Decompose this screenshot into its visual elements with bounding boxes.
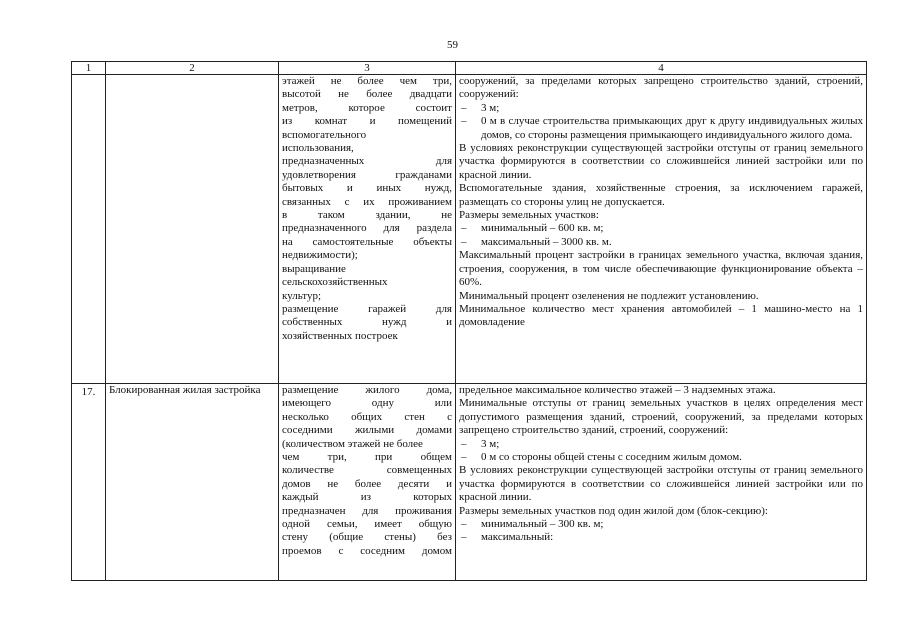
text-line: недвижимости); bbox=[282, 249, 358, 262]
land-use-name bbox=[106, 75, 279, 384]
list-item bbox=[459, 102, 863, 115]
list-item-text: 3 м; bbox=[481, 437, 500, 450]
text-line: использования, bbox=[282, 142, 354, 155]
dash-mark: – bbox=[461, 531, 467, 544]
text-line: соседними жилыми домами bbox=[282, 424, 452, 437]
text-line: проемов с соседним домом bbox=[282, 544, 452, 557]
text-line: удовлетворения гражданами bbox=[282, 168, 452, 181]
text-line: одной семьи, имеет общую bbox=[282, 518, 452, 531]
text-line: культур; bbox=[282, 289, 322, 302]
text-line: домов не более десяти и bbox=[282, 477, 452, 490]
dash-mark: – bbox=[461, 115, 467, 128]
dash-mark: – bbox=[461, 222, 467, 235]
parameters-description bbox=[456, 384, 867, 581]
table-header-row bbox=[72, 62, 867, 75]
list-item-text: максимальный: bbox=[481, 531, 554, 544]
text-line: имеющего одну или bbox=[282, 397, 452, 410]
text-line: высотой не более двадцати bbox=[282, 88, 452, 101]
text-line: этажей не более чем три, bbox=[282, 75, 452, 87]
paragraph: Минимальное количество мест хранения автомобилей – 1 машино-место на 1 домовладение bbox=[459, 302, 863, 329]
text-line: каждый из которых bbox=[282, 491, 452, 504]
text-line: в таком здании, не bbox=[282, 209, 452, 222]
text-line: чем три, при общем bbox=[282, 451, 452, 464]
permitted-use-description bbox=[279, 384, 456, 581]
header-col-1: 1 bbox=[72, 62, 106, 75]
text-line: собственных нужд и bbox=[282, 316, 452, 329]
header-col-3: 3 bbox=[279, 62, 456, 75]
text-line: размещение жилого дома, bbox=[282, 384, 452, 396]
parameters-description bbox=[456, 75, 867, 384]
regulations-table bbox=[71, 61, 867, 581]
text-line: (количеством этажей не более bbox=[282, 437, 423, 450]
paragraph: Размеры земельных участков под один жилой дом (блок-секцию): bbox=[459, 504, 768, 517]
list-item bbox=[459, 115, 863, 142]
paragraph: Минимальные отступы от границ земельных участков в целях определения мест допустимого размещения зданий, строений, сооружений, за пределами которых запрещено строительство зданий, строений, сооружений: bbox=[459, 397, 863, 437]
text-line: связанных с их проживанием bbox=[282, 195, 452, 208]
text-line: хозяйственных построек bbox=[282, 329, 398, 342]
list-item-text: минимальный – 300 кв. м; bbox=[481, 518, 604, 531]
dash-mark: – bbox=[461, 518, 467, 531]
text-line: сельскохозяйственных bbox=[282, 276, 388, 289]
header-col-4: 4 bbox=[456, 62, 867, 75]
text-line: вспомогательного bbox=[282, 128, 367, 141]
text-line: количестве совмещенных bbox=[282, 464, 452, 477]
header-col-2: 2 bbox=[106, 62, 279, 75]
text-line: бытовых и иных нужд, bbox=[282, 182, 452, 195]
list-item bbox=[459, 222, 863, 235]
list-item-text: 3 м; bbox=[481, 101, 500, 114]
text-line: из комнат и помещений bbox=[282, 115, 452, 128]
text-line: предназначенных для bbox=[282, 155, 452, 168]
page-number: 59 bbox=[447, 39, 458, 51]
list-item-text: 0 м со стороны общей стены с соседним жилым домом. bbox=[481, 451, 742, 464]
text-line: стену (общие стены) без bbox=[282, 531, 452, 544]
paragraph: сооружений, за пределами которых запрещено строительство зданий, строений, сооружений: bbox=[459, 75, 863, 101]
list-item-text: максимальный – 3000 кв. м. bbox=[481, 235, 612, 248]
row-number bbox=[72, 75, 106, 384]
list-item bbox=[459, 451, 863, 464]
table-row bbox=[72, 75, 867, 384]
text-line: несколько общих стен с bbox=[282, 410, 452, 423]
text-line: выращивание bbox=[282, 262, 346, 275]
paragraph: Вспомогательные здания, хозяйственные строения, за исключением гаражей, размещать со стороны улиц не допускается. bbox=[459, 182, 863, 208]
dash-mark: – bbox=[461, 101, 467, 114]
dash-mark: – bbox=[461, 235, 467, 248]
list-item bbox=[459, 531, 863, 544]
table-row bbox=[72, 384, 867, 581]
paragraph: Размеры земельных участков: bbox=[459, 209, 599, 222]
paragraph: В условиях реконструкции существующей застройки отступы от границ земельного участка формируются в соответствии со сложившейся линией застройки или по красной линии. bbox=[459, 464, 863, 504]
text-line: на самостоятельные объекты bbox=[282, 235, 452, 248]
list-item-text: 0 м в случае строительства примыкающих друг к другу индивидуальных жилых домов, со стороны размещения примыкающего индивидуального жилого дома. bbox=[481, 115, 863, 141]
text-line: метров, которое состоит bbox=[282, 101, 452, 114]
dash-mark: – bbox=[461, 437, 467, 450]
paragraph: Минимальный процент озеленения не подлежит установлению. bbox=[459, 289, 759, 302]
paragraph: Максимальный процент застройки в границах земельного участка, включая здания, строения, сооружения, в том числе обеспечивающие функционирование объекта – 60%. bbox=[459, 249, 863, 289]
list-item-text: минимальный – 600 кв. м; bbox=[481, 222, 604, 235]
text-line: предназначенного для раздела bbox=[282, 222, 452, 235]
list-item bbox=[459, 438, 863, 451]
permitted-use-description bbox=[279, 75, 456, 384]
paragraph: предельное максимальное количество этажей – 3 надземных этажа. bbox=[459, 384, 776, 396]
text-line: предназначен для проживания bbox=[282, 504, 452, 517]
dash-mark: – bbox=[461, 451, 467, 464]
land-use-name: Блокированная жилая застройка bbox=[106, 384, 279, 581]
list-item bbox=[459, 518, 863, 531]
list-item bbox=[459, 236, 863, 249]
text-line: размещение гаражей для bbox=[282, 302, 452, 315]
paragraph: В условиях реконструкции существующей застройки отступы от границ земельного участка формируются в соответствии со сложившейся линией застройки или по красной линии. bbox=[459, 142, 863, 181]
row-number: 17. bbox=[72, 384, 106, 581]
